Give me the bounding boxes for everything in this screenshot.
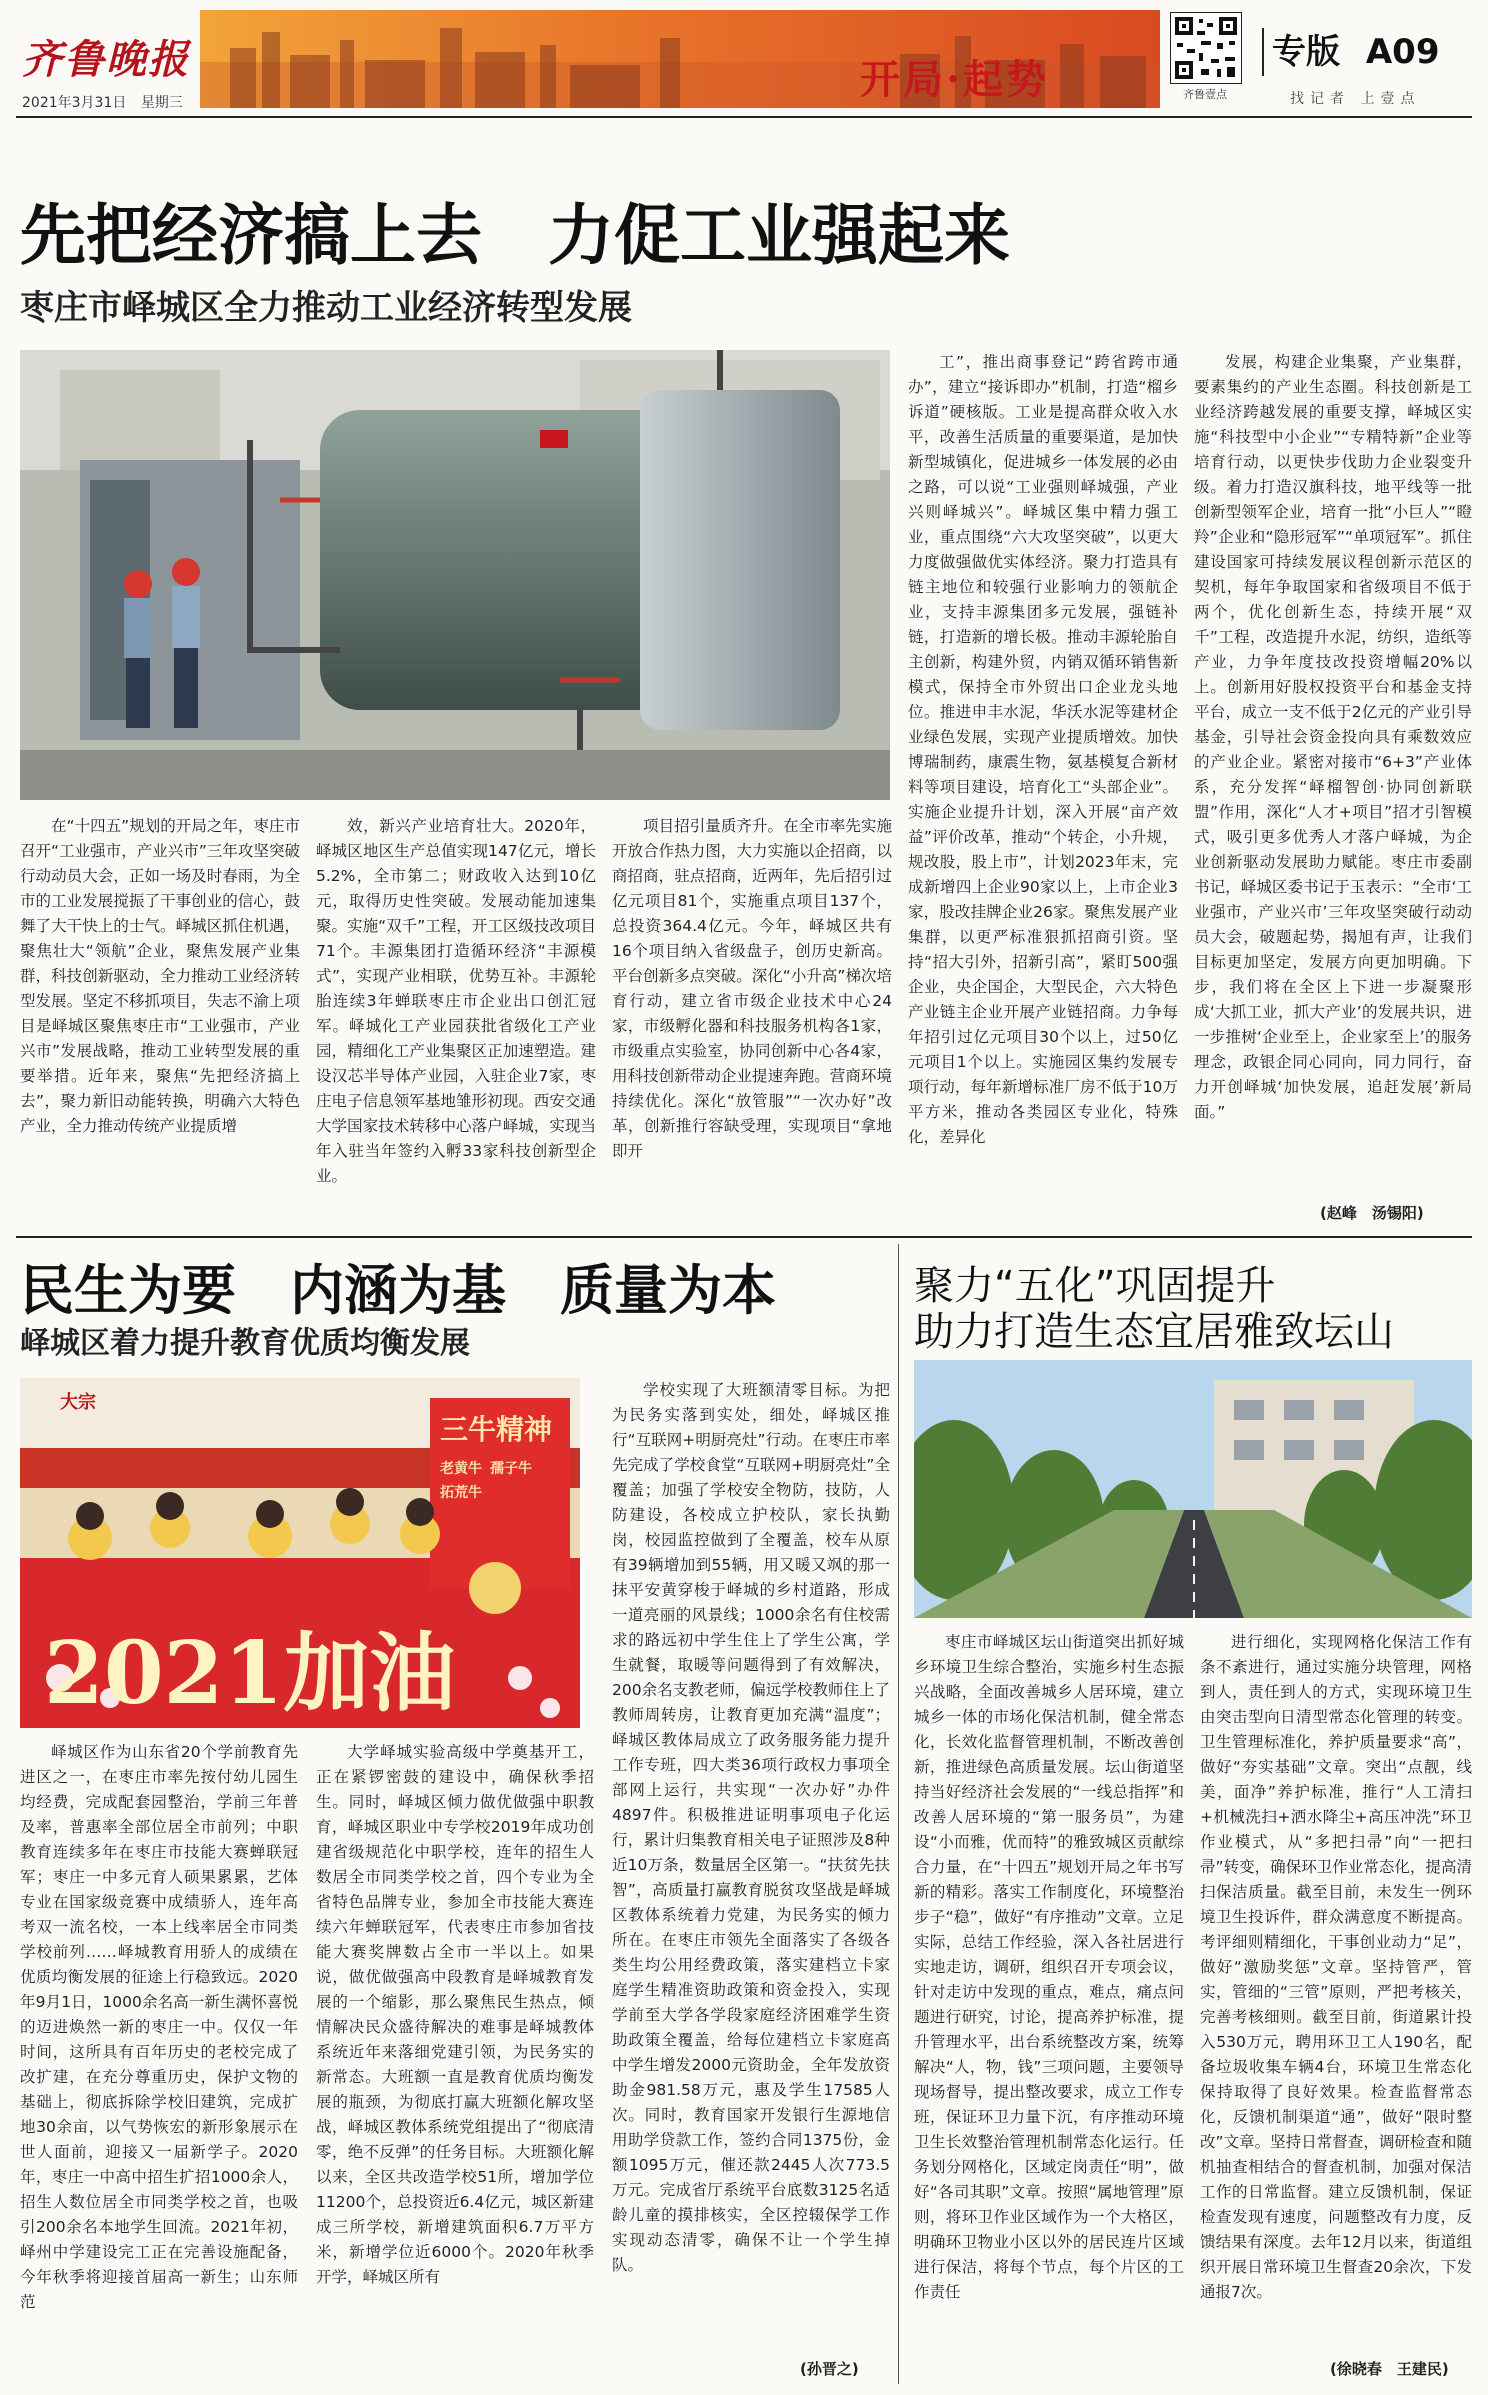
article2-col1-text: 峄城区作为山东省20个学前教育先进区之一，在枣庄市率先按付幼儿园生均经费，完成配套园整治，学前三年普及率，普惠率全部位居全市前列；中职教育连续多年在枣庄市技能大赛蝉联冠军；枣庄一中多元育人硕果累累，艺体专业在国家级竞赛中成绩骄人，连年高考双一流名校，一本上线率居全市同类学校前列……峄城教育用骄人的成绩在优质均衡发展的征途上行稳致远。2020年9月1日，1000余名高一新生满怀喜悦的迈进焕然一新的枣庄一中。仅仅一年时间，这所具有百年历史的老校完成了改扩建，在充分尊重历史，保护文物的基础上，彻底拆除学校旧建筑，完成扩地30余亩，以气势恢宏的新形象展示在世人面前，迎接又一届新学子。2020年，枣庄一中高中招生扩招1000余人，招生人数位居全市同类学校之首，也吸引200余名本地学生回流。2021年初，峄州中学建设完工正在完善设施配备，今年秋季将迎接首届高一新生；山东师范 bbox=[20, 1743, 298, 2311]
article1-column-5 bbox=[1194, 350, 1472, 1202]
article2-byline: (孙晋之) bbox=[800, 2360, 859, 2378]
article1-factory-photo bbox=[20, 350, 890, 800]
article2-column-1 bbox=[20, 1740, 298, 2380]
article3-col2-text: 进行细化，实现网格化保洁工作有条不紊进行，通过实施分块管理，网格到人，责任到人的方式，实现环境卫生由突击型向日清型常态化管理的转变。卫生管理标准化，养护质量要求“高”，做好“夯实基础”文章。突出“点靓，线美，面净”养护标准，推行“人工清扫+机械洗扫+洒水降尘+高压冲洗”环卫作业模式，从“多把扫帚”向“一把扫帚”转变，确保环卫作业常态化，提高清扫保洁质量。截至目前，未发生一例环境卫生投诉件，群众满意度不断提高。考评细则精细化，干事创业动力“足”，做好“激励奖惩”文章。坚持管严，管实，管细的“三管”原则，严把考核关，完善考核细则。截至目前，街道累计投入530万元，聘用环卫工人190名，配备垃圾收集车辆4台，环境卫生常态化保持取得了良好效果。检查监督常态化，反馈机制渠道“通”，做好“限时整改”文章。坚持日常督查，调研检查和随机抽查相结合的督查机制，加强对保洁工作的日常监督。建立反馈机制，保证检查发现有速度，问题整改有力度，反馈结果有深度。去年12月以来，街道组织开展日常环境卫生督查20余次，下发通报7次。 bbox=[1200, 1633, 1472, 2301]
article1-col1-text: 在“十四五”规划的开局之年，枣庄市召开“工业强市，产业兴市”三年攻坚突破行动动员大会，正如一场及时春雨，为全市的工业发展搅振了干事创业的信心，鼓舞了大干快上的士气。峄城区抓住机遇，聚焦壮大“领航”企业，聚焦发展产业集群，科技创新驱动，全力推动工业经济转型发展。坚定不移抓项目，失志不渝上项目是峄城区聚焦枣庄市“工业强市，产业兴市”发展战略，推动工业转型发展的重要举措。近年来，聚焦“先把经济搞上去”，聚力新旧动能转换，明确六大特色产业，全力推动传统产业提质增 bbox=[20, 817, 300, 1135]
article3-headline-line2: 助力打造生态宜居雅致坛山 bbox=[914, 1309, 1394, 1355]
article1-byline: (赵峰 汤锡阳) bbox=[1320, 1204, 1424, 1222]
article3-column-2 bbox=[1200, 1630, 1472, 2355]
article1-column-2 bbox=[316, 814, 596, 1224]
qr-code-icon bbox=[1171, 13, 1241, 83]
banner-title: 开局·起势 bbox=[860, 56, 1049, 103]
weekday-text: 星期三 bbox=[140, 95, 183, 111]
masthead-logo: 齐鲁晚报 bbox=[22, 36, 190, 83]
factory-boiler-illustration-icon bbox=[20, 350, 890, 800]
article2-col2-text: 大学峄城实验高级中学奠基开工，正在紧锣密鼓的建设中，确保秋季招生。同时，峄城区倾力做优做强中职教育，峄城区职业中专学校2019年成功创建省级规范化中职学校，连年的招生人数居全市同类学校之首，四个专业为全省特色品牌专业，参加全市技能大赛连续六年蝉联冠军，代表枣庄市参加省技能大赛奖牌数占全市一半以上。如果说，做优做强高中段教育是峄城教育发展的一个缩影，那么聚焦民生热点，倾情解决民众盛待解决的难事是峄城教体系统近年来落细党建引领，为民务实的新常态。大班额一直是教育优质均衡发展的瓶颈，为彻底打赢大班额化解攻坚战，峄城区教体系统党组提出了“彻底清零，绝不反弹”的任务目标。大班额化解以来，全区共改造学校51所，增加学位11200个，总投资近6.4亿元，城区新建成三所学校，新增建筑面积6.7万平方米，新增学位近6000个。2020年秋季开学，峄城区所有 bbox=[316, 1743, 594, 2286]
tree-lined-road-illustration-icon bbox=[914, 1360, 1472, 1618]
issue-date bbox=[22, 92, 183, 112]
reporter-contact: 找记者 上壹点 bbox=[1290, 91, 1421, 107]
photo-sign-5: 孺子牛 bbox=[490, 1461, 532, 1477]
date-text: 2021年3月31日 bbox=[22, 95, 127, 111]
article1-col2-text: 效，新兴产业培育壮大。2020年，峄城区地区生产总值实现147亿元，增长5.2%，全市第二；财政收入达到10亿元，取得历史性突破。发展动能加速集聚。实施“双千”工程，开工区级技改项目71个。丰源集团打造循环经济“丰源模式”，实现产业相联，优势互补。丰源轮胎连续3年蝉联枣庄市企业出口创汇冠军。峄城化工产业园获批省级化工产业园，精细化工产业集聚区正加速塑造。建设汉芯半导体产业园，入驻企业7家，枣庄电子信息领军基地雏形初现。西安交通大学国家技术转移中心落户峄城，实现当年入驻当年签约入孵33家科技创新型企业。 bbox=[316, 817, 596, 1185]
photo-banner-text: 2021加油 bbox=[44, 1623, 456, 1724]
article1-column-3 bbox=[612, 814, 892, 1224]
article2-subhead: 峄城区着力提升教育优质均衡发展 bbox=[20, 1326, 470, 1361]
article2-column-3 bbox=[612, 1378, 890, 2358]
article3-street-photo bbox=[914, 1360, 1472, 1618]
section-divider-1 bbox=[16, 1236, 1472, 1238]
article1-column-1 bbox=[20, 814, 300, 1224]
article3-column-1 bbox=[914, 1630, 1184, 2382]
article3-byline: (徐晓春 王建民) bbox=[1330, 2360, 1449, 2378]
article2-col3-text: 学校实现了大班额清零目标。为把为民务实落到实处，细处，峄城区推行“互联网+明厨亮灶”行动。在枣庄市率先完成了学校食堂“互联网+明厨亮灶”全覆盖；加强了学校安全物防，技防，人防建设，各校成立护校队，家长执勤岗，校园监控做到了全覆盖，校车从原有39辆增加到55辆，用又暖又飒的那一抹平安黄穿梭于峄城的乡村道路，形成一道亮丽的风景线；1000余名有住校需求的路远初中学生住上了学生公寓，学生就餐，取暖等问题得到了有效解决，200余名支教老师，偏远学校教师住上了教师周转房，让教育更加充满“温度”；峄城区教体局成立了政务服务能力提升工作专班，四大类36项行政权力事项全部网上运行，共实现“一次办好”办件4897件。积极推进证明事项电子化运行，累计归集教育相关电子证照涉及8种近10万条，数量居全区第一。“扶贫先扶智”，高质量打赢教育脱贫攻坚战是峄城区教体系统着力党建，为民务实的倾力所在。在枣庄市领先全面落实了各级各类生均公用经费政策，落实建档立卡家庭学生精准资助政策和资金投入，实现学前至大学各学段家庭经济困难学生资助政策全覆盖，给每位建档立卡家庭高中学生增发2000元资助金，全年发放资助金981.58万元，惠及学生17585人次。同时，教育国家开发银行生源地信用助学贷款工作，签约合同1375份，金额1095万元，催还款2445人次773.5万元。完成省厅系统平台底数3125名适龄儿童的摸排核实，全区控辍保学工作实现动态清零，确保不让一个学生掉队。 bbox=[612, 1381, 890, 2274]
section-name: 专版 bbox=[1272, 32, 1340, 72]
photo-sign-1: 大宗 bbox=[60, 1392, 96, 1413]
column-divider bbox=[898, 1244, 899, 2384]
article1-col4-text: 工”，推出商事登记“跨省跨市通办”，建立“接诉即办”机制，打造“榴乡诉道”硬核版。工业是提高群众收入水平，改善生活质量的重要渠道，是加快新型城镇化，促进城乡一体发展的必由之路，可以说“工业强则峄城强，产业兴则峄城兴”。峄城区集中精力强工业，重点围绕“六大攻坚突破”，以更大力度做强做优实体经济。聚力打造具有链主地位和较强行业影响力的领航企业，支持丰源集团多元发展，强链补链，打造新的增长极。推动丰源轮胎自主创新，构建外贸，内销双循环销售新模式，保持全市外贸出口企业龙头地位。推进申丰水泥，华沃水泥等建材企业绿色发展，实现产业提质增效。加快博瑞制药，康震生物，氨基模复合新材料等项目建设，培育化工“头部企业”。实施企业提升计划，深入开展“亩产效益”评价改革，推动“个转企，小升规，规改股，股上市”，计划2023年末，完成新增四上企业90家以上，上市企业3家，股改挂牌企业26家。聚焦发展产业集群，以更严标准狠抓招商引资。坚持“招大引外，招新引高”，紧盯500强企业，央企国企，大型民企，六大特色产业链主企业开展产业链招商。力争每年招引过亿元项目30个以上，过50亿元项目1个以上。实施园区集约发展专项行动，每年新增标准厂房不低于10万平方米，推动各类园区专业化，特殊化，差异化 bbox=[908, 353, 1178, 1146]
header-divider bbox=[1262, 28, 1264, 76]
article2-headline: 民生为要 内涵为基 质量为本 bbox=[20, 1259, 776, 1322]
article1-col3-text: 项目招引量质齐升。在全市率先实施开放合作热力图，大力实施以企招商，以商招商，驻点招商，近两年，先后招引过亿元项目81个，实施重点项目137个，总投资364.4亿元。今年，峄城区共有16个项目纳入省级盘子，创历史新高。平台创新多点突破。深化“小升高”梯次培育行动，建立省市级企业技术中心24家，市级孵化器和科技服务机构各1家，市级重点实验室，协同创新中心各4家，用科技创新带动企业提速奔跑。营商环境持续优化。深化“放管服”“一次办好”改革，创新推行容缺受理，实现项目“拿地即开 bbox=[612, 817, 892, 1160]
qr-label: 齐鲁壹点 bbox=[1183, 88, 1227, 101]
article1-subhead: 枣庄市峄城区全力推动工业经济转型发展 bbox=[20, 288, 632, 328]
photo-sign-4: 老黄牛 bbox=[440, 1461, 482, 1477]
article1-headline: 先把经济搞上去 力促工业强起来 bbox=[20, 197, 1010, 274]
header-rule bbox=[16, 116, 1472, 118]
page-number: A09 bbox=[1365, 32, 1440, 72]
article3-headline-line1: 聚力“五化”巩固提升 bbox=[914, 1263, 1276, 1309]
photo-sign-3: 三牛精神 bbox=[440, 1413, 553, 1446]
qr-code[interactable] bbox=[1170, 12, 1242, 84]
section-label bbox=[1272, 24, 1439, 73]
article2-students-photo bbox=[20, 1378, 580, 1728]
article2-column-2 bbox=[316, 1740, 594, 2380]
article3-col1-text: 枣庄市峄城区坛山街道突出抓好城乡环境卫生综合整治，实施乡村生态振兴战略，全面改善城乡人居环境，建立城乡一体的市场化保洁机制，健全常态化，长效化监督管理机制，不断改善创新，推进绿色高质量发展。坛山街道坚持当好经济社会发展的“一线总指挥”和改善人居环境的“第一服务员”，为建设“小而雅，优而特”的雅致城区贡献综合力量，在“十四五”规划开局之年书写新的精彩。落实工作制度化，环境整治步子“稳”，做好“有序推动”文章。立足实际，总结工作经验，深入各社居进行实地走访，调研，组织召开专项会议，针对走访中发现的重点，难点，痛点问题进行研究，讨论，提高养护标准，提升管理水平，出台系统整改方案，统筹解决“人，物，钱”三项问题，主要领导现场督导，提出整改要求，成立工作专班，保证环卫力量下沉，有序推动环境卫生长效整治管理机制常态化运行。任务划分网格化，区域定岗责任“明”，做好“各司其职”文章。按照“属地管理”原则，将环卫作业区域作为一个大格区，明确环卫物业小区以外的居民连片区域进行保洁，将每个节点，每个片区的工作责任 bbox=[914, 1633, 1184, 2301]
header-banner bbox=[200, 10, 1160, 108]
photo-sign-6: 拓荒牛 bbox=[440, 1485, 482, 1501]
article1-col5-text: 发展，构建企业集聚，产业集群，要素集约的产业生态圈。科技创新是工业经济跨越发展的重要支撑，峄城区实施“科技型中小企业”“专精特新”企业等培育行动，以更快步伐助力企业裂变升级。着力打造汉旗科技，地平线等一批创新型领军企业，培育一批“小巨人”“瞪羚”企业和“隐形冠军”“单项冠军”。抓住建设国家可持续发展议程创新示范区的契机，每年争取国家和省级项目不低于两个，优化创新生态，持续开展“双千”工程，改造提升水泥，纺织，造纸等产业，力争年度技改投资增幅20%以上。创新用好股权投资平台和基金支持平台，成立一支不低于2亿元的产业引导基金，引导社会资金投向具有乘数效应的产业企业。紧密对接市“6+3”产业体系，充分发挥“峄榴智创·协同创新联盟”作用，深化“人才+项目”招才引智模式，吸引更多优秀人才落户峄城，为企业创新驱动发展助力赋能。枣庄市委副书记，峄城区委书记于玉表示：“全市‘工业强市，产业兴市’三年攻坚突破行动动员大会，破题起势，揭旭有声，让我们目标更加坚定，发展方向更加明确。下步，我们将在全区上下进一步凝聚形成‘大抓工业，抓大产业’的发展共识，进一步推树‘企业至上，企业家至上’的服务理念，政银企同心同向，同力同行，奋力开创峄城‘加快发展，追赶发展’新局面。” bbox=[1194, 353, 1472, 1121]
article1-column-4 bbox=[908, 350, 1178, 1226]
